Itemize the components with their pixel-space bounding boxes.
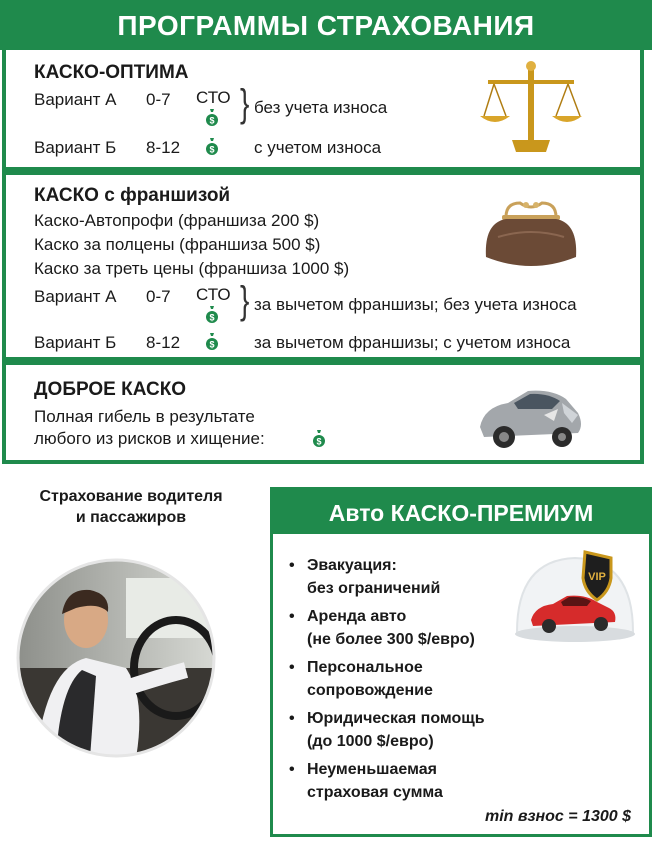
- brace-icon: }: [240, 278, 250, 322]
- driver-title-line1: Страхование водителя: [39, 488, 223, 505]
- optima-variant-b: Вариант Б: [34, 138, 117, 157]
- list-item-line1: Неуменьшаемая: [307, 761, 437, 778]
- dobroe-line2: любого из рисков и хищение:: [34, 429, 265, 448]
- list-item-line1: Персональное: [307, 659, 423, 676]
- optima-range-a: 0-7: [146, 90, 171, 109]
- premium-list: [289, 554, 485, 809]
- dobroe-title: ДОБРОЕ КАСКО: [34, 379, 187, 400]
- list-item-line2: страховая сумма: [307, 784, 443, 801]
- optima-variant-a: Вариант А: [34, 90, 117, 109]
- dobroe-line1: Полная гибель в результате: [34, 407, 255, 426]
- purse-icon: [476, 197, 586, 277]
- optima-panel: [2, 50, 644, 171]
- optima-range-b: 8-12: [146, 138, 181, 157]
- list-item-line1: Аренда авто: [307, 608, 407, 625]
- franchise-line: Каско за полцены (франшиза 500 $): [34, 235, 321, 254]
- list-item-line2: (до 1000 $/евро): [307, 733, 434, 750]
- money-bag-icon: [205, 108, 219, 126]
- optima-sto: СТО: [196, 88, 231, 107]
- franchise-variant-b: Вариант Б: [34, 333, 117, 352]
- franchise-sto: СТО: [196, 285, 231, 304]
- franchise-range-a: 0-7: [146, 287, 171, 306]
- list-item: • Аренда авто (не более 300 $/евро): [289, 605, 485, 651]
- franchise-panel: [2, 171, 644, 361]
- crashed-car-icon: [474, 379, 586, 453]
- optima-note-b: с учетом износа: [254, 138, 382, 157]
- list-item: • Неуменьшаемая страховая сумма: [289, 758, 485, 804]
- franchise-line: Каско-Автопрофи (франшиза 200 $): [34, 211, 320, 230]
- driver-photo: [16, 558, 216, 758]
- franchise-note-b: за вычетом франшизы; с учетом износа: [254, 333, 571, 352]
- premium-header: [273, 490, 649, 534]
- vip-label: VIP: [588, 571, 606, 583]
- optima-title: КАСКО-ОПТИМА: [34, 62, 189, 83]
- money-bag-icon: [205, 305, 219, 323]
- franchise-line: Каско за треть цены (франшиза 1000 $): [34, 259, 350, 278]
- franchise-title: КАСКО с франшизой: [34, 185, 231, 206]
- money-bag-icon: [312, 429, 326, 447]
- list-item-line1: Юридическая помощь: [307, 710, 485, 727]
- page-title: ПРОГРАММЫ СТРАХОВАНИЯ: [117, 10, 535, 41]
- driver-title: [0, 486, 262, 528]
- driver-title-line2: и пассажиров: [75, 509, 187, 526]
- vip-car-icon: [509, 546, 639, 646]
- page-header: [0, 0, 652, 50]
- franchise-variant-a: Вариант А: [34, 287, 117, 306]
- premium-panel: [270, 487, 652, 837]
- list-item-line2: сопровождение: [307, 682, 433, 699]
- money-bag-icon: [205, 332, 219, 350]
- optima-note-a: без учета износа: [254, 98, 388, 117]
- list-item: • Эвакуация: без ограничений: [289, 554, 485, 600]
- premium-title: Авто КАСКО-ПРЕМИУМ: [328, 500, 594, 526]
- list-item: • Персональное сопровождение: [289, 656, 485, 702]
- franchise-range-b: 8-12: [146, 333, 181, 352]
- dobroe-panel: [2, 361, 644, 464]
- brace-icon: }: [240, 81, 250, 125]
- franchise-note-a: за вычетом франшизы; без учета износа: [254, 295, 577, 314]
- list-item-line2: без ограничений: [307, 580, 441, 597]
- scales-icon: [476, 58, 586, 158]
- min-fee: min взнос = 1300 $: [484, 808, 631, 825]
- money-bag-icon: [205, 137, 219, 155]
- list-item: • Юридическая помощь (до 1000 $/евро): [289, 707, 485, 753]
- list-item-line1: Эвакуация:: [307, 557, 397, 574]
- list-item-line2: (не более 300 $/евро): [307, 631, 475, 648]
